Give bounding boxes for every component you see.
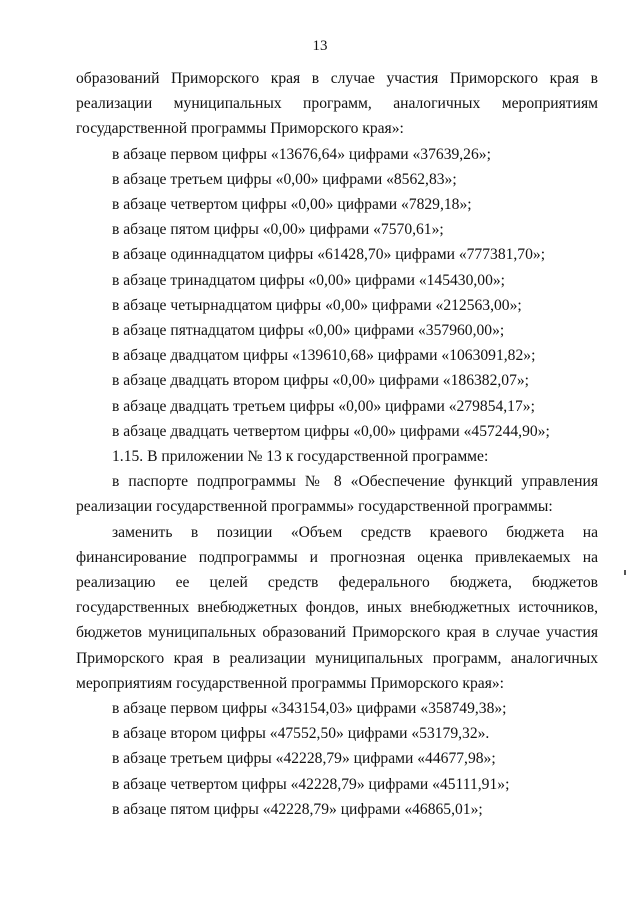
list-item: в абзаце четвертом цифры «42228,79» цифрами «45111,91»; [112,775,510,793]
list-item: в абзаце четвертом цифры «0,00» цифрами «7829,18»; [112,196,472,214]
list-item: в абзаце четырнадцатом цифры «0,00» цифрами «212563,00»; [112,296,522,314]
paragraph-replace: заменить в позиции «Объем средств краевого бюджета на финансирование подпрограммы и прогнозная оценка привлекаемых на реализацию ее целей средств федерального бюджета, бюджетов государственных внебюджетных фондов, иных внебюджетных источников, бюджетов муниципальных образований Приморского края в случае участия Приморского края в реализации муниципальных программ, аналогичных мероприятиям государственной программы Приморского края»: [76,523,598,692]
page-number: 13 [312,38,328,54]
list-item: в абзаце пятом цифры «0,00» цифрами «7570,61»; [112,221,444,239]
list-item: в абзаце двадцать четвертом цифры «0,00» цифрами «457244,90»; [112,422,550,440]
list-item: в абзаце двадцатом цифры «139610,68» цифрами «1063091,82»; [112,347,536,365]
paragraph-intro: образований Приморского края в случае участия Приморского края в реализации муниципальных программ, аналогичных мероприятиям государственной программы Приморского края»: [76,70,598,138]
paragraph-passport: в паспорте подпрограммы № 8 «Обеспечение функций управления реализации государственной программы» государственной программы: [76,473,598,516]
list-item: в абзаце втором цифры «47552,50» цифрами «53179,32». [112,725,490,743]
list-item: в абзаце пятом цифры «42228,79» цифрами «46865,01»; [112,800,483,818]
list-item: в абзаце пятнадцатом цифры «0,00» цифрами «357960,00»; [112,322,505,340]
list-item: в абзаце третьем цифры «0,00» цифрами «8562,83»; [112,170,457,188]
list-item: в абзаце третьем цифры «42228,79» цифрами «44677,98»; [112,750,496,768]
section-heading: 1.15. В приложении № 13 к государственной программе: [112,448,489,466]
list-item: в абзаце тринадцатом цифры «0,00» цифрами «145430,00»; [112,271,506,289]
list-item: в абзаце двадцать втором цифры «0,00» цифрами «186382,07»; [112,372,530,390]
list-item: в абзаце первом цифры «343154,03» цифрами «358749,38»; [112,700,507,718]
margin-mark [624,570,626,575]
list-item: в абзаце первом цифры «13676,64» цифрами «37639,26»; [112,145,491,163]
list-item: в абзаце двадцать третьем цифры «0,00» цифрами «279854,17»; [112,397,535,415]
document-body [76,66,598,822]
list-item: в абзаце одиннадцатом цифры «61428,70» цифрами «777381,70»; [112,246,546,264]
